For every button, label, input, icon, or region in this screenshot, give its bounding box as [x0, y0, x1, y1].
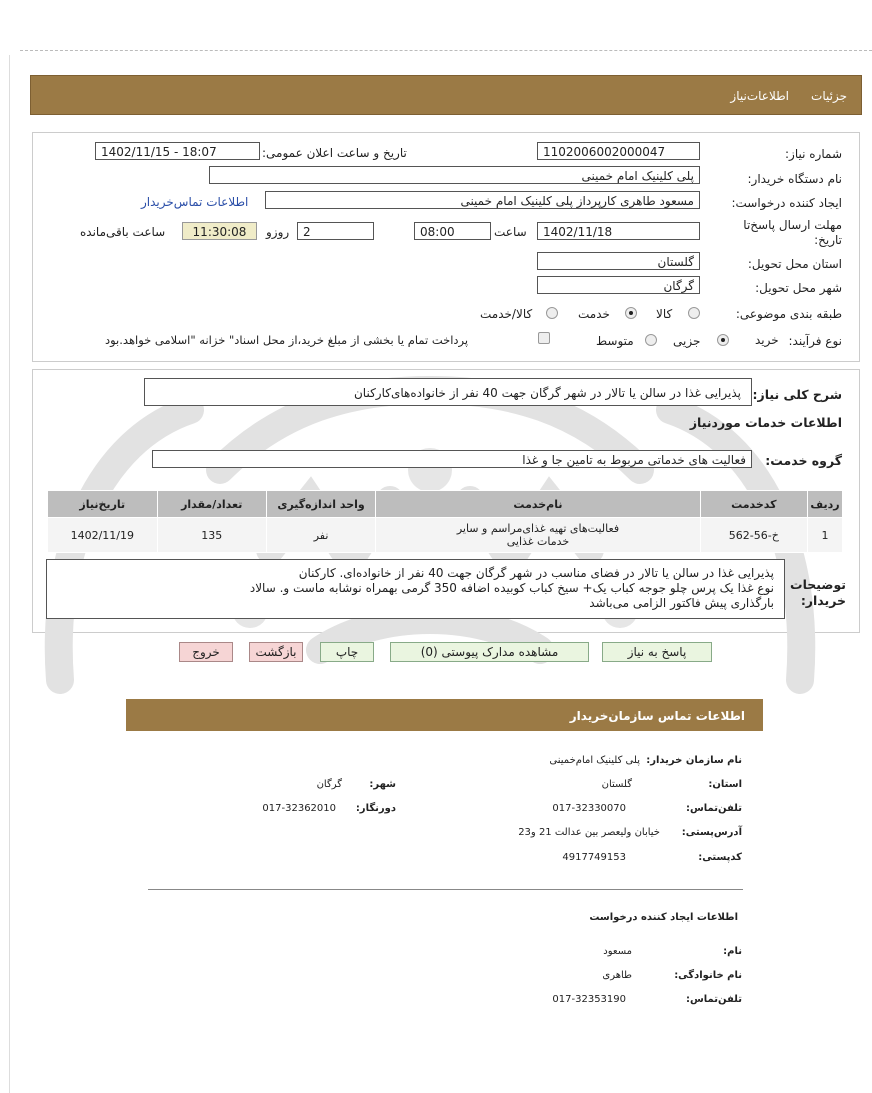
remaining-label: ساعت باقی‌مانده [80, 225, 166, 239]
fax-value: 017-32362010 [262, 803, 336, 814]
col-unit: واحد اندازه‌گیری [266, 491, 376, 518]
creator-phone-value: 017-32353190 [552, 994, 626, 1005]
tab-need-info[interactable]: اطلاعات‌نیاز [730, 89, 789, 103]
category-radio-service[interactable] [625, 307, 637, 319]
col-date: تاریخ‌نیاز [48, 491, 158, 518]
table-row[interactable] [48, 518, 843, 553]
postal-label: کدپستی: [698, 852, 742, 863]
summary-field: پذیرایی غذا در سالن یا تالار در شهر گرگان جهت 40 نفر از خانواده‌های‌کارکنان [144, 378, 752, 406]
cell-name [376, 518, 700, 553]
deadline-date-field: 1402/11/18 [537, 222, 700, 240]
creator-family-label: نام خانوادگی: [674, 970, 742, 981]
province-label: استان محل تحویل: [747, 257, 842, 271]
contact-city-label: شهر: [369, 779, 396, 790]
announce-label: تاریخ و ساعت اعلان عمومی: [262, 146, 407, 160]
col-name: نام‌خدمت [376, 491, 700, 518]
org-value: پلی کلینیک امام‌خمینی [549, 755, 640, 766]
top-divider [20, 50, 872, 51]
buyer-notes-box [46, 559, 785, 619]
cell-name-line1: فعالیت‌های تهیه غذای‌مراسم و سایر [456, 522, 620, 535]
process-option-medium: متوسط [596, 334, 634, 348]
announce-field: 1402/11/15 - 18:07 [95, 142, 260, 160]
payment-note: پرداخت تمام یا بخشی از مبلغ خرید،از محل اسناد" خزانه "اسلامی خواهد.بود [105, 333, 469, 347]
category-option-goods: کالا [656, 307, 673, 321]
address-label: آدرس‌پستی: [681, 827, 742, 838]
contact-title: اطلاعات تماس سازمان‌خریدار [569, 709, 745, 723]
province-field: گلستان [537, 252, 700, 270]
exit-button[interactable]: خروج [179, 642, 233, 662]
back-button[interactable]: بازگشت [249, 642, 303, 662]
reply-button[interactable]: پاسخ به نیاز [602, 642, 712, 662]
deadline-label-2: تاریخ: [814, 233, 842, 247]
cell-row: 1 [808, 518, 843, 553]
category-option-both: کالا/خدمت [480, 307, 533, 321]
postal-value: 4917749153 [562, 852, 626, 863]
category-option-service: خدمت [578, 307, 610, 321]
print-button[interactable]: چاپ [320, 642, 374, 662]
creator-name-label: نام: [723, 946, 742, 957]
need-number-field: 1102006002000047 [537, 142, 700, 160]
process-option-minor: جزیی [673, 334, 701, 348]
buyer-org-label: نام دستگاه خریدار: [747, 172, 842, 186]
buyer-contact-link[interactable]: اطلاعات تماس‌خریدار [141, 195, 249, 209]
creator-phone-label: تلفن‌تماس: [685, 994, 742, 1005]
creator-field: مسعود طاهری کارپرداز پلی کلینیک امام خمینی [265, 191, 700, 209]
title-bar [30, 75, 862, 115]
city-label: شهر محل تحویل: [755, 281, 842, 295]
category-label: طبقه بندی موضوعی: [735, 307, 842, 321]
buyer-notes-label-1: توضیحات [790, 577, 846, 592]
hour-label: ساعت [494, 225, 527, 239]
contact-title-bar [126, 699, 763, 731]
category-radio-goods[interactable] [688, 307, 700, 319]
process-radio-medium[interactable] [645, 334, 657, 346]
col-qty: تعداد/مقدار [157, 491, 266, 518]
address-value: خیابان ولیعصر بین عدالت 21 و23 [518, 827, 660, 838]
days-field: 2 [297, 222, 374, 240]
deadline-time-field: 08:00 [414, 222, 491, 240]
buyer-notes-line3: بارگذاری پیش فاکتور الزامی می‌باشد [589, 596, 774, 610]
contact-province-label: استان: [708, 779, 742, 790]
process-radio-minor[interactable] [717, 334, 729, 346]
table-header-row [48, 491, 843, 518]
buyer-notes-label-2: خریدار: [800, 593, 846, 608]
summary-label: شرح کلی نیاز: [752, 387, 842, 402]
category-radio-both[interactable] [546, 307, 558, 319]
need-number-label: شماره نیاز: [785, 147, 842, 161]
phone-value: 017-32330070 [552, 803, 626, 814]
service-group-field: فعالیت های خدماتی مربوط به تامین جا و غذا [152, 450, 752, 468]
city-field: گرگان [537, 276, 700, 294]
col-row: ردیف [808, 491, 843, 518]
fax-label: دورنگار: [355, 803, 396, 814]
buyer-notes-line1: پذیرایی غذا در سالن یا تالار در فضای مناسب در شهر گرگان جهت 40 نفر از خانواده‌ای. کارکنان [298, 566, 774, 580]
section-divider [148, 889, 743, 890]
services-title: اطلاعات خدمات موردنیاز [689, 415, 842, 430]
creator-family-value: طاهری [602, 970, 632, 981]
buyer-notes-line2: نوع غذا یک پرس چلو جوجه کباب یک+ سیخ کباب کوبیده اضافه 350 گرمی بهمراه نوشابه ماست و. سالاد [249, 581, 774, 595]
creator-label: ایجاد کننده درخواست: [731, 196, 842, 210]
col-code: کدخدمت [700, 491, 807, 518]
process-label: نوع فرآیند: [788, 334, 842, 348]
cell-code: خ-56-562 [700, 518, 807, 553]
cell-qty: 135 [157, 518, 266, 553]
buyer-org-field: پلی کلینیک امام خمینی [209, 166, 700, 184]
contact-city-value: گرگان [316, 779, 342, 790]
creator-title: اطلاعات ایجاد کننده درخواست [589, 912, 738, 923]
phone-label: تلفن‌تماس: [685, 803, 742, 814]
treasury-payment-checkbox[interactable] [538, 332, 550, 344]
cell-date: 1402/11/19 [48, 518, 158, 553]
creator-name-value: مسعود [603, 946, 632, 957]
contact-province-value: گلستان [601, 779, 632, 790]
left-border [9, 55, 10, 1093]
remaining-time-field: 11:30:08 [182, 222, 257, 240]
service-group-label: گروه خدمت: [765, 453, 842, 468]
tab-details[interactable]: جزئیات [811, 89, 847, 103]
cell-name-line2: خدمات غذایی [506, 535, 570, 548]
services-table [47, 490, 843, 553]
cell-unit: نفر [266, 518, 376, 553]
org-label: نام سازمان خریدار: [646, 755, 742, 766]
day-label: روزو [266, 225, 290, 239]
process-buy-label: خرید [755, 333, 779, 347]
attachments-button[interactable]: مشاهده مدارک پیوستی (0) [390, 642, 589, 662]
deadline-label-1: مهلت ارسال پاسخ‌تا [743, 218, 842, 232]
